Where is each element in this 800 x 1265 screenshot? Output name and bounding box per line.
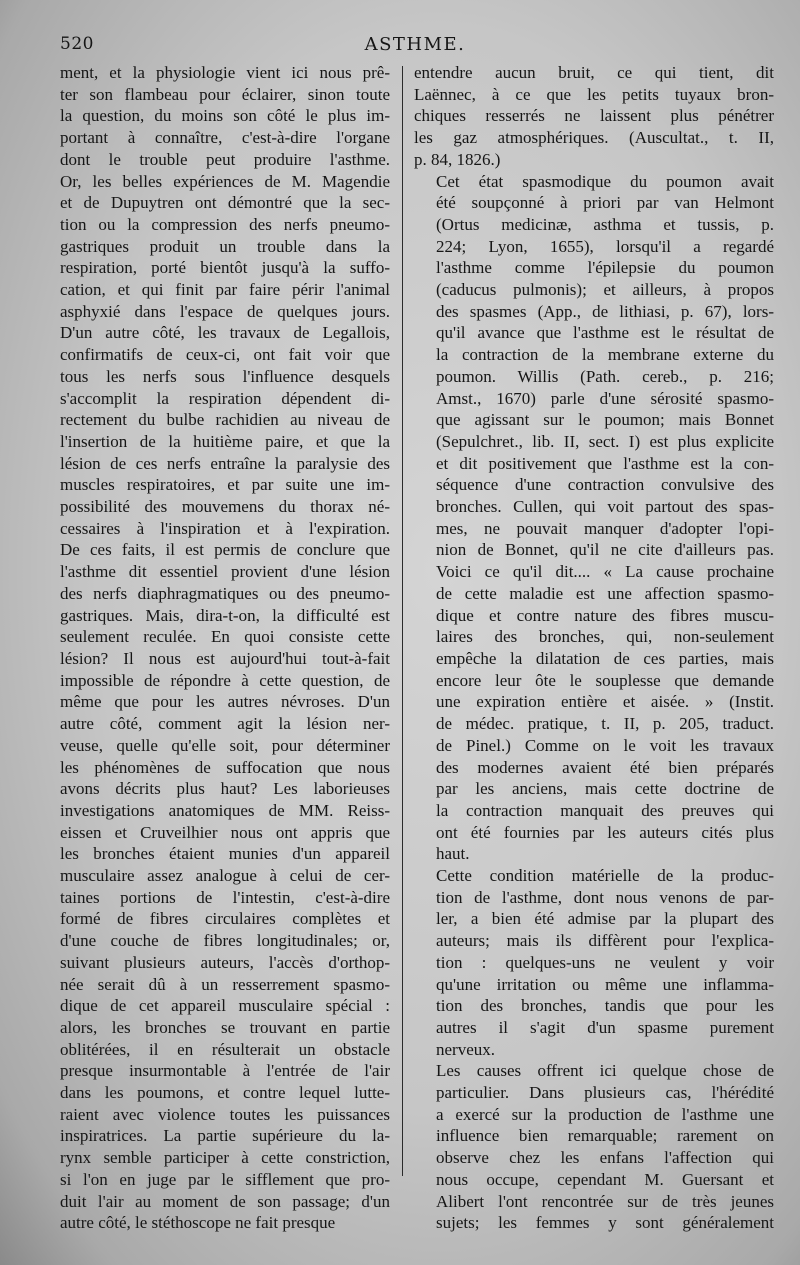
text-line: alors, les bronches se trouvant en partie bbox=[60, 1017, 390, 1037]
text-line: Or, les belles expériences de M. Magendie bbox=[60, 171, 390, 191]
text-line: muscles respiratoires, et par suite une im- bbox=[60, 475, 390, 495]
text-line: dont le trouble peut produire l'asthme. bbox=[60, 149, 390, 169]
text-line: haut. bbox=[436, 844, 470, 864]
text-line: inspiratrices. La partie supérieure du la- bbox=[60, 1126, 390, 1146]
text-line: laires des bronches, qui, non-seulement bbox=[436, 627, 774, 647]
text-line: ler, a bien été admise par la plupart des bbox=[436, 909, 774, 929]
paragraph bbox=[414, 171, 774, 866]
paragraph bbox=[414, 62, 774, 171]
text-line: d'une couche de fibres longitudinales; or, bbox=[60, 931, 390, 951]
text-line: taines portions de l'intestin, c'est-à-dire bbox=[60, 887, 390, 907]
text-line: oblitérées, il en résulterait un obstacle bbox=[60, 1039, 390, 1059]
text-line: et dit positivement que l'asthme est la con- bbox=[436, 453, 774, 473]
text-line: les bronches étaient munies d'un appareil bbox=[60, 844, 390, 864]
text-line: qu'une irritation ou même une inflamma- bbox=[436, 974, 774, 994]
text-line: investigations anatomiques de MM. Reiss- bbox=[60, 800, 390, 820]
text-line: Cette condition matérielle de la produc- bbox=[436, 866, 774, 886]
text-line: Les causes offrent ici quelque chose de bbox=[436, 1061, 774, 1081]
text-line: gastriques. Mais, dira-t-on, la difficulté est bbox=[60, 605, 390, 625]
paragraph bbox=[60, 62, 390, 1234]
text-line: autre côté, le stéthoscope ne fait presque bbox=[60, 1213, 336, 1233]
text-line: dique de cet appareil musculaire spécial : bbox=[60, 996, 390, 1016]
text-line: l'asthme comme l'épilepsie du poumon bbox=[436, 258, 774, 278]
text-line: cation, et qui finit par faire périr l'animal bbox=[60, 280, 390, 300]
text-line: (Ortus medicinæ, asthma et tussis, p. bbox=[436, 214, 774, 234]
text-line: et de Dupuytren ont démontré que la sec- bbox=[60, 193, 390, 213]
text-line: rectement du bulbe rachidien au niveau de bbox=[60, 410, 390, 430]
text-line: presque insurmontable à l'entrée de l'air bbox=[60, 1061, 390, 1081]
text-line: les phénomènes de suffocation que nous bbox=[60, 757, 390, 777]
text-line: observe chez les enfans l'affection qui bbox=[436, 1148, 774, 1168]
text-line: l'insertion de la huitième paire, et que la bbox=[60, 431, 390, 451]
text-line: tion de l'asthme, dont nous venons de par- bbox=[436, 887, 774, 907]
text-line: dique et contre nature des fibres muscu- bbox=[436, 605, 774, 625]
text-line: confirmatifs de ceux-ci, ont fait voir que bbox=[60, 345, 390, 365]
text-line: Amst., 1670) parle d'une sérosité spasmo- bbox=[436, 388, 774, 408]
text-line: empêche la dilatation de ces parties, mais bbox=[436, 648, 774, 668]
text-line: Laënnec, à ce que les petits tuyaux bron- bbox=[414, 84, 774, 104]
text-line: veuse, quelle qu'elle soit, pour déterminer bbox=[60, 735, 390, 755]
text-line: musculaire assez analogue à celui de cer- bbox=[60, 866, 390, 886]
text-line: nous occupe, cependant M. Guersant et bbox=[436, 1169, 774, 1189]
text-line: des modernes avaient été bien préparés bbox=[436, 757, 774, 777]
text-line: des spasmes (App., de lithiasi, p. 67), lors- bbox=[436, 301, 774, 321]
text-line: influence bien remarquable; rarement on bbox=[436, 1126, 774, 1146]
page-number: 520 bbox=[60, 34, 94, 54]
text-line: gastriques produit un trouble dans la bbox=[60, 236, 390, 256]
text-line: autre côté, comment agit la lésion ner- bbox=[60, 714, 390, 734]
text-line: possibilité des mouvemens du thorax né- bbox=[60, 497, 390, 517]
text-line: (caducus pulmonis); et ailleurs, à propos bbox=[436, 280, 774, 300]
text-line: ment, et la physiologie vient ici nous prê- bbox=[60, 63, 390, 82]
paragraph bbox=[414, 865, 774, 1060]
text-line: une expiration entière et aisée. » (Instit. bbox=[436, 692, 774, 712]
text-line: nion de Bonnet, qu'il ne cite d'ailleurs pas. bbox=[436, 540, 774, 560]
text-line: rynx semble participer à cette constriction, bbox=[60, 1148, 390, 1168]
text-line: l'asthme dit essentiel provient d'une lésion bbox=[60, 562, 390, 582]
text-line: (Sepulchret., lib. II, sect. I) est plus explicite bbox=[436, 431, 774, 451]
text-line: a exercé sur la production de l'asthme une bbox=[436, 1104, 774, 1124]
text-line: de Pinel.) Comme on le voit les travaux bbox=[436, 735, 774, 755]
text-line: raient avec violence toutes les puissances bbox=[60, 1104, 390, 1124]
text-line: portant à connaître, c'est-à-dire l'organe bbox=[60, 128, 390, 148]
text-line: tion : quelques-uns ne veulent y voir bbox=[436, 952, 774, 972]
text-line: De ces faits, il est permis de conclure que bbox=[60, 540, 390, 560]
text-line: des nerfs diaphragmatiques ou des pneumo- bbox=[60, 583, 390, 603]
text-line: par les anciens, mais cette doctrine de bbox=[436, 779, 774, 799]
text-line: p. 84, 1826.) bbox=[414, 149, 501, 169]
text-line: nerveux. bbox=[436, 1039, 496, 1059]
text-line: ont été fournies par les auteurs cités plus bbox=[436, 822, 774, 842]
text-line: qu'il avance que l'asthme est le résultat de bbox=[436, 323, 774, 343]
left-text-column bbox=[60, 62, 390, 1234]
page-header bbox=[60, 32, 770, 60]
text-line: Voici ce qu'il dit.... « La cause prochaine bbox=[436, 562, 774, 582]
text-line: poumon. Willis (Path. cereb., p. 216; bbox=[436, 366, 774, 386]
text-line: auteurs; mais ils diffèrent pour l'explica- bbox=[436, 931, 774, 951]
text-line: particulier. Dans plusieurs cas, l'hérédité bbox=[436, 1083, 774, 1103]
text-line: lésion? Il nous est aujourd'hui tout-à-fait bbox=[60, 648, 390, 668]
text-line: tion ou la compression des nerfs pneumo- bbox=[60, 214, 390, 234]
text-line: ter son flambeau pour éclairer, sinon toute bbox=[60, 84, 390, 104]
running-title: ASTHME. bbox=[364, 34, 466, 55]
text-line: formé de fibres circulaires complètes et bbox=[60, 909, 390, 929]
text-line: même que pour les autres névroses. D'un bbox=[60, 692, 390, 712]
text-line: mes, ne pouvait manquer d'adopter l'opi- bbox=[436, 518, 774, 538]
text-line: autres il s'agit d'un spasme purement bbox=[436, 1017, 774, 1037]
text-line: entendre aucun bruit, ce qui tient, dit bbox=[414, 63, 774, 82]
text-line: duit l'air au moment de son passage; d'un bbox=[60, 1191, 390, 1211]
text-line: de médec. pratique, t. II, p. 205, traduct. bbox=[436, 714, 774, 734]
text-line: s'accomplit la respiration dépendent di- bbox=[60, 388, 390, 408]
text-line: Alibert l'ont rencontrée sur de très jeunes bbox=[436, 1191, 774, 1211]
right-text-column bbox=[414, 62, 774, 1234]
text-line: cessaires à l'inspiration et à l'expiration. bbox=[60, 518, 390, 538]
text-line: si l'on en juge par le sifflement que pro- bbox=[60, 1169, 390, 1189]
text-line: Cet état spasmodique du poumon avait bbox=[436, 171, 774, 191]
text-line: respiration, porté bientôt jusqu'à la suffo- bbox=[60, 258, 390, 278]
text-line: avons décrits plus haut? Les laborieuses bbox=[60, 779, 390, 799]
text-line: seulement reculée. En quoi consiste cette bbox=[60, 627, 390, 647]
text-line: lésion de ces nerfs entraîne la paralysie des bbox=[60, 453, 390, 473]
text-line: 224; Lyon, 1655), lorsqu'il a regardé bbox=[436, 236, 774, 256]
text-line: D'un autre côté, les travaux de Legallois, bbox=[60, 323, 390, 343]
text-line: séquence d'une contraction convulsive des bbox=[436, 475, 774, 495]
text-line: que agissant sur le poumon; mais Bonnet bbox=[436, 410, 774, 430]
text-line: tion des bronches, tandis que pour les bbox=[436, 996, 774, 1016]
text-line: suivant plusieurs auteurs, l'accès d'orthop- bbox=[60, 952, 390, 972]
text-line: née serait dû à un resserrement spasmo- bbox=[60, 974, 390, 994]
text-line: les gaz atmosphériques. (Auscultat., t. II, bbox=[414, 128, 774, 148]
text-line: impossible de répondre à cette question, de bbox=[60, 670, 390, 690]
text-line: sujets; les femmes y sont généralement bbox=[436, 1213, 774, 1233]
text-line: dans les poumons, et contre lequel lutte- bbox=[60, 1083, 390, 1103]
text-line: été soupçonné à priori par van Helmont bbox=[436, 193, 774, 213]
text-line: eissen et Cruveilhier nous ont appris que bbox=[60, 822, 390, 842]
text-line: la contraction de la membrane externe du bbox=[436, 345, 774, 365]
text-line: la contraction manquait des preuves qui bbox=[436, 800, 774, 820]
text-line: de cette maladie est une affection spasmo- bbox=[436, 583, 774, 603]
column-divider bbox=[402, 66, 403, 1176]
text-line: tous les nerfs sous l'influence desquels bbox=[60, 366, 390, 386]
text-line: chiques resserrés ne laissent plus pénétrer bbox=[414, 106, 774, 126]
text-line: bronches. Cullen, qui voit partout des spas- bbox=[436, 497, 774, 517]
text-line: encore leur ôte le souplesse que demande bbox=[436, 670, 774, 690]
text-line: asphyxié dans l'espace de quelques jours. bbox=[60, 301, 390, 321]
text-line: la question, du moins son côté le plus im- bbox=[60, 106, 390, 126]
paragraph bbox=[414, 1060, 774, 1234]
